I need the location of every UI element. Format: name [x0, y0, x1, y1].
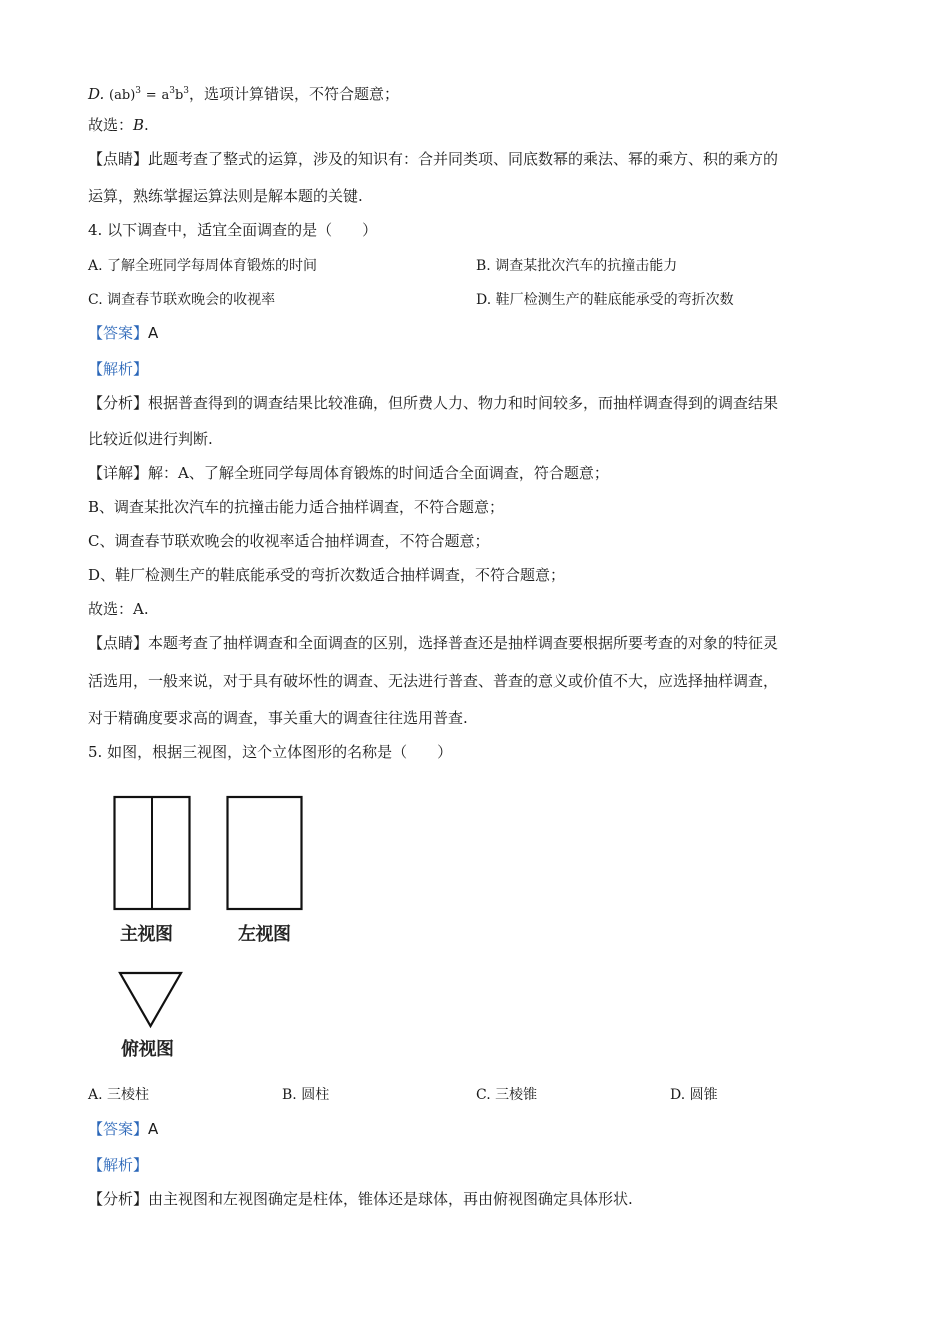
left-view-rect: [228, 797, 302, 909]
q4-detail-line2: B、调查某批次汽车的抗撞击能力适合抽样调查，不符合题意；: [88, 498, 505, 516]
left-view-caption: 左视图: [238, 924, 291, 945]
q5-answer-line: [88, 1119, 890, 1139]
expr-equals: =: [145, 88, 157, 103]
q4-comment-line2: 活选用，一般来说，对于具有破坏性的调查、无法进行普查、普查的意义或价值不大，应选择抽样调查，: [88, 672, 779, 690]
top-view-triangle: [120, 973, 181, 1026]
q4-comment-line3: 对于精确度要求高的调查，事关重大的调查往往选用普查.: [88, 709, 468, 727]
q5-analysis-tag: 【解析】: [88, 1156, 149, 1174]
three-view-figure: [110, 792, 310, 1037]
q5-answer: A: [148, 1120, 159, 1138]
q3-comment-line2: 运算，熟练掌握运算法则是解本题的关键.: [88, 187, 363, 205]
q3-option-d-explanation: [88, 81, 890, 106]
q5-stem: 5. 如图，根据三视图，这个立体图形的名称是（ ）: [88, 743, 453, 761]
q5-answer-tag: 【答案】: [88, 1120, 149, 1138]
q5-option-b: B. 圆柱: [282, 1087, 330, 1103]
q3-choose-line: 故选：B.: [88, 116, 149, 134]
q4-comment-line1: 【点睛】本题考查了抽样调查和全面调查的区别，选择普查还是抽样调查要根据所要考查的对象的特征灵: [88, 634, 779, 652]
q4-answer-tag: 【答案】: [88, 324, 149, 342]
q5-option-c: C. 三棱锥: [476, 1087, 538, 1103]
q3-choose-answer: B: [133, 116, 145, 134]
q4-answer: A: [148, 324, 159, 342]
q4-detail-line4: D、鞋厂检测生产的鞋底能承受的弯折次数适合抽样调查，不符合题意；: [88, 566, 566, 584]
q4-stem: 4. 以下调查中，适宜全面调查的是（ ）: [88, 221, 378, 239]
q4-detail-line1: 【详解】解：A、了解全班同学每周体育锻炼的时间适合全面调查，符合题意；: [88, 464, 609, 482]
q5-option-a: A. 三棱柱: [88, 1087, 150, 1103]
q4-detail-line3: C、调查春节联欢晚会的收视率适合抽样调查，不符合题意；: [88, 532, 490, 550]
top-view-caption: 俯视图: [121, 1039, 174, 1060]
q4-option-c: C. 调查春节联欢晚会的收视率: [88, 292, 276, 308]
q4-option-a: A. 了解全班同学每周体育锻炼的时间: [88, 258, 318, 274]
q5-fenxi-line1: 【分析】由主视图和左视图确定是柱体，锥体还是球体，再由俯视图确定具体形状.: [88, 1190, 633, 1208]
q4-answer-line: [88, 323, 890, 343]
q4-option-d: D. 鞋厂检测生产的鞋底能承受的弯折次数: [476, 292, 734, 308]
q3-comment-line1: 【点睛】此题考查了整式的运算，涉及的知识有：合并同类项、同底数幂的乘法、幂的乘方、积的乘方的: [88, 150, 779, 168]
option-d-label: D.: [88, 85, 105, 103]
q4-choose: 故选：A.: [88, 600, 149, 618]
option-d-rest: ，选项计算错误，不符合题意；: [189, 85, 400, 103]
q5-option-d: D. 圆锥: [670, 1087, 718, 1103]
front-view-caption: 主视图: [120, 924, 173, 945]
q4-option-b: B. 调查某批次汽车的抗撞击能力: [476, 258, 678, 274]
expr-rhs: $a^3b^3$: [161, 86, 190, 103]
q4-fenxi-line2: 比较近似进行判断.: [88, 430, 213, 448]
expr-lhs: (ab)$^3$: [109, 86, 141, 103]
q4-fenxi-line1: 【分析】根据普查得到的调查结果比较准确，但所费人力、物力和时间较多，而抽样调查得到的调查结果: [88, 394, 779, 412]
q4-analysis-tag: 【解析】: [88, 360, 149, 378]
